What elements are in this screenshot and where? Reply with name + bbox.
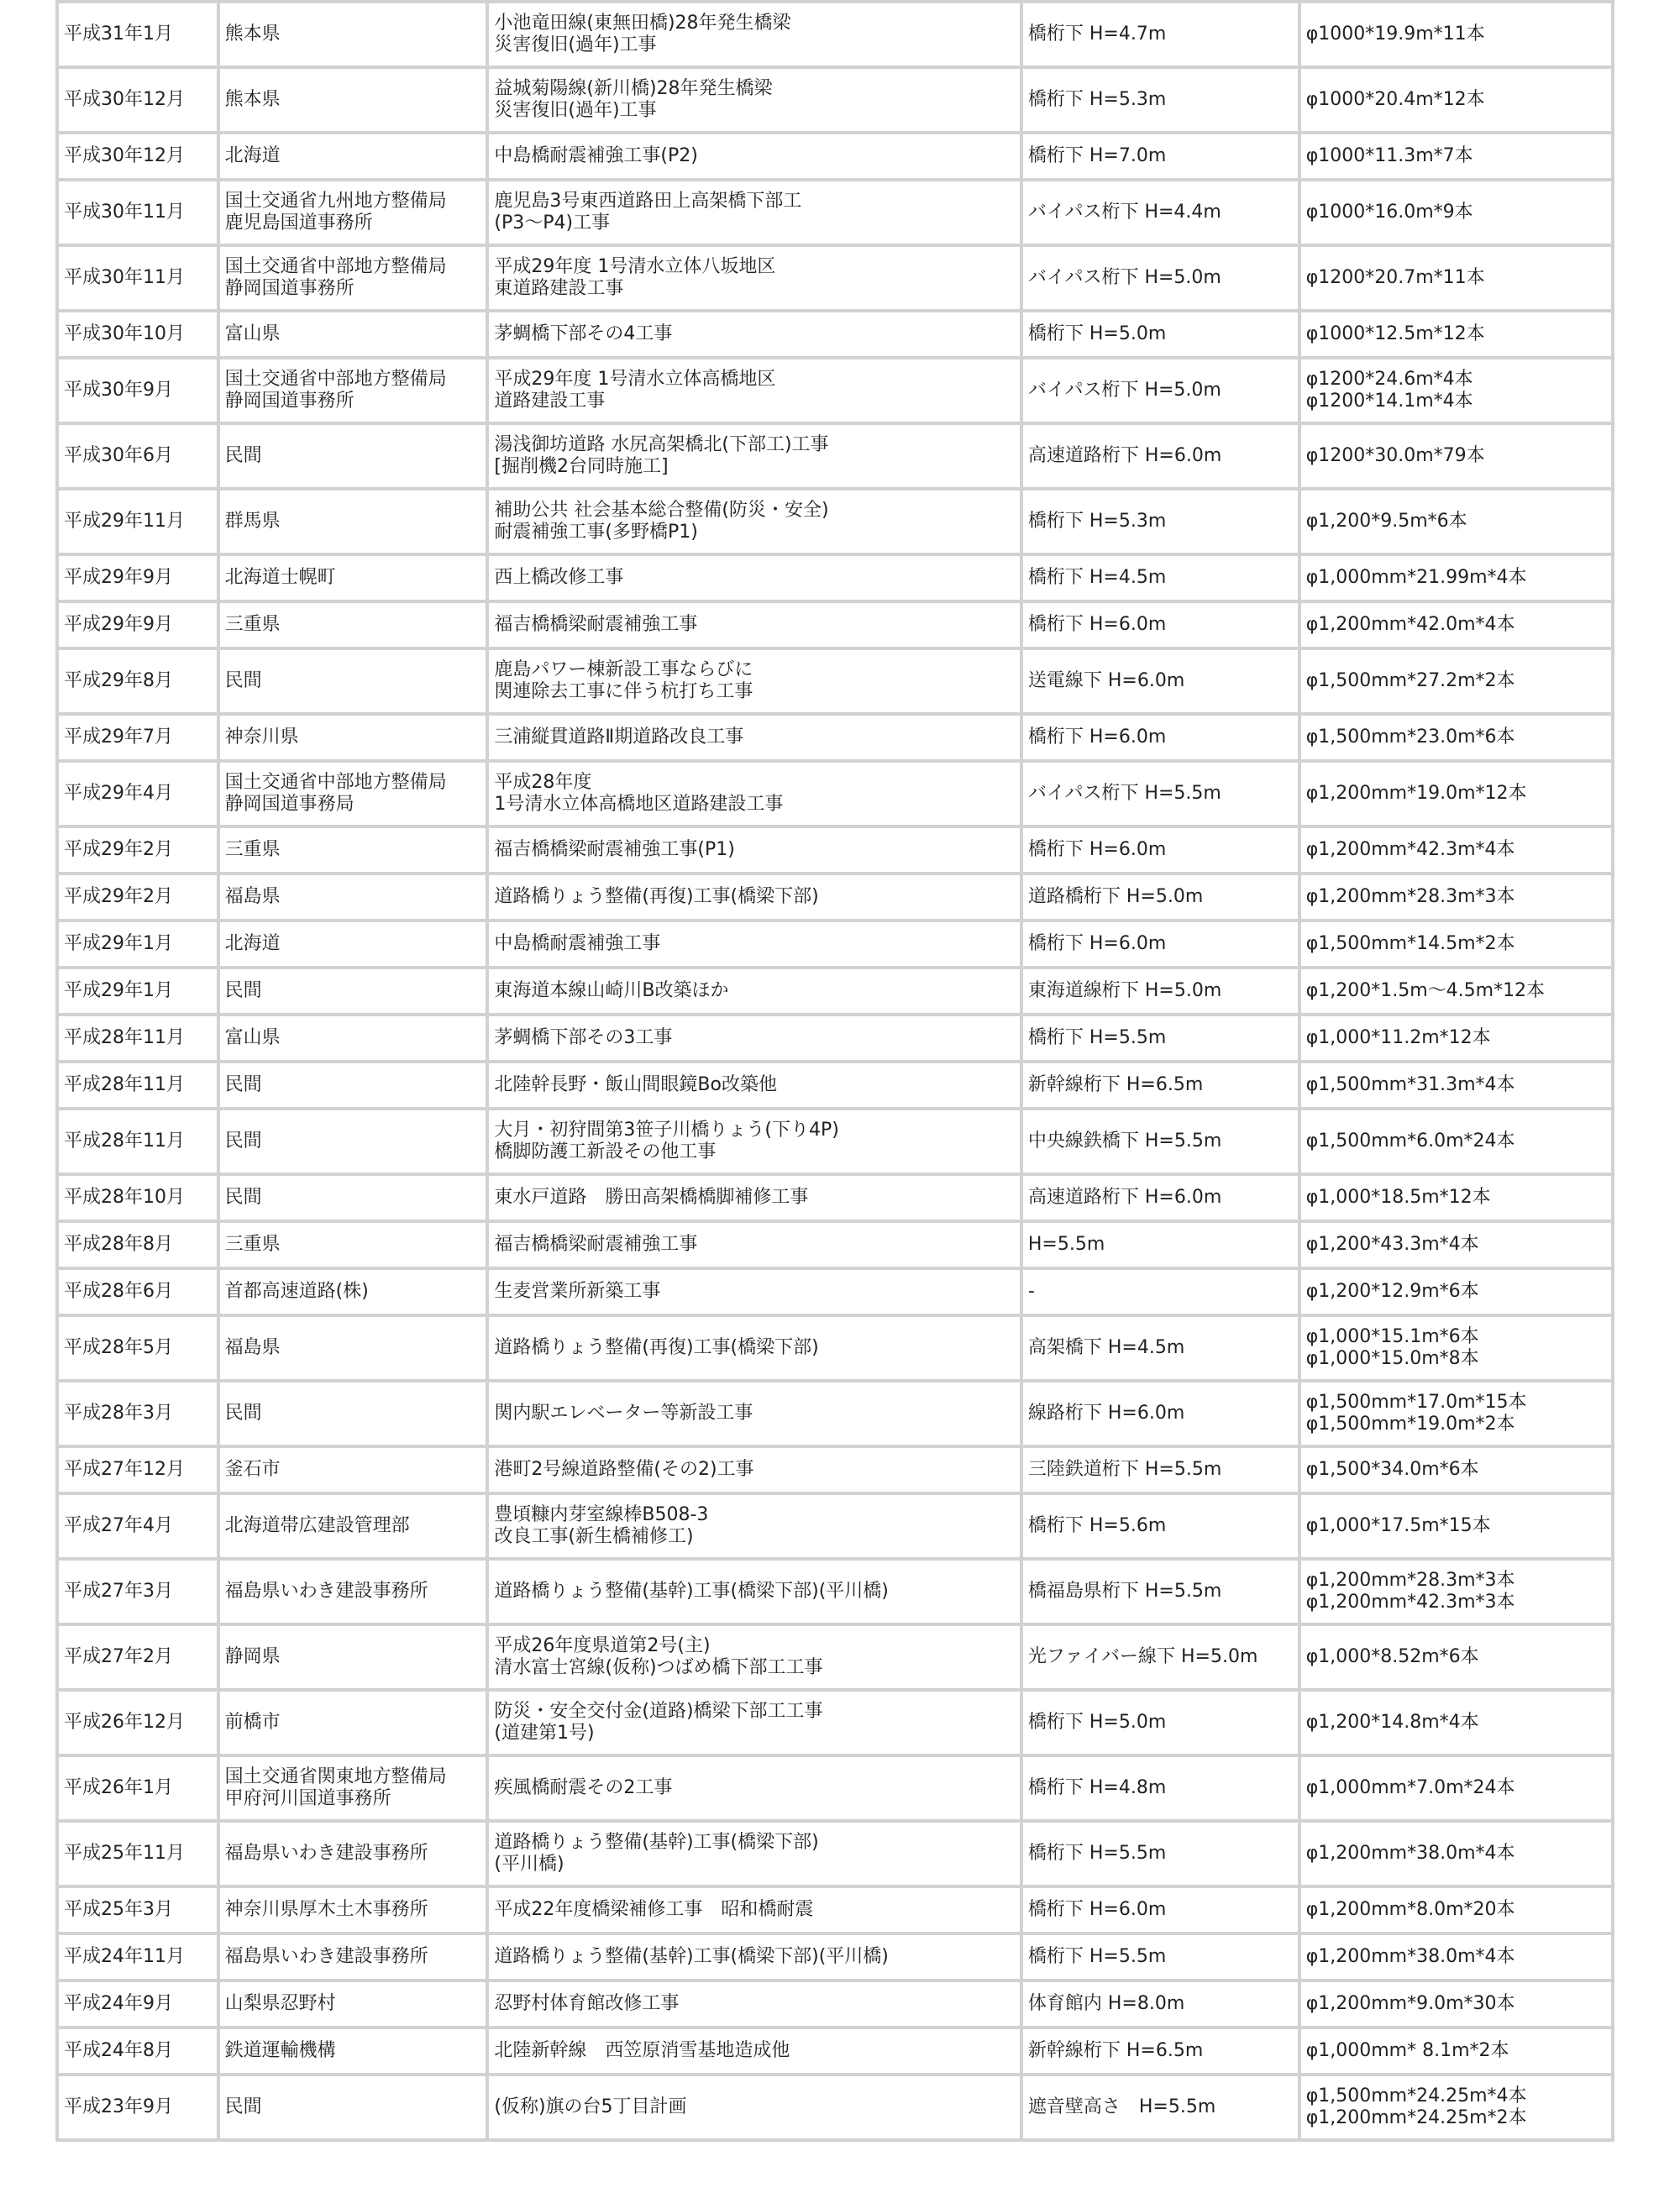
project-name-cell: 平成26年度県道第2号(主) 清水富士宮線(仮称)つばめ橋下部工工事 [489,1626,1020,1688]
date-cell: 平成29年9月 [59,556,217,600]
table-row [59,603,1611,647]
date-cell: 平成30年12月 [59,134,217,178]
project-name-cell: 道路橋りょう整備(基幹)工事(橋梁下部) (平川橋) [489,1823,1020,1885]
site-condition-cell: 東海道線桁下 H=5.0m [1023,969,1298,1013]
pile-spec-cell: φ1,500mm*27.2m*2本 [1301,650,1611,712]
project-name-cell: 大月・初狩間第3笹子川橋りょう(下り4P) 橋脚防護工新設その他工事 [489,1110,1020,1173]
client-cell: 民間 [220,650,486,712]
project-name-cell: 平成29年度 1号清水立体高橋地区 道路建設工事 [489,359,1020,422]
pile-spec-cell: φ1,500mm*17.0m*15本 φ1,500mm*19.0m*2本 [1301,1382,1611,1445]
site-condition-cell: 道路橋桁下 H=5.0m [1023,875,1298,919]
site-condition-cell: 橋桁下 H=6.0m [1023,716,1298,759]
site-condition-cell: - [1023,1270,1298,1314]
site-condition-cell: 橋桁下 H=4.8m [1023,1757,1298,1819]
site-condition-cell: 橋桁下 H=4.5m [1023,556,1298,600]
site-condition-cell: 光ファイバー線下 H=5.0m [1023,1626,1298,1688]
client-cell: 民間 [220,1110,486,1173]
pile-spec-cell: φ1,200*9.5m*6本 [1301,491,1611,553]
pile-spec-cell: φ1,200mm*38.0m*4本 [1301,1823,1611,1885]
pile-spec-cell: φ1,000*15.1m*6本 φ1,000*15.0m*8本 [1301,1317,1611,1379]
pile-spec-cell: φ1,200mm*8.0m*20本 [1301,1888,1611,1932]
client-cell: 福島県 [220,1317,486,1379]
pile-spec-cell: φ1,200*1.5m～4.5m*12本 [1301,969,1611,1013]
date-cell: 平成28年5月 [59,1317,217,1379]
table-row [59,1692,1611,1754]
pile-spec-cell: φ1,200mm*42.3m*4本 [1301,828,1611,872]
table-row [59,1626,1611,1688]
table-row [59,1448,1611,1492]
table-row [59,1982,1611,2026]
date-cell: 平成28年3月 [59,1382,217,1445]
project-name-cell: 三浦縦貫道路Ⅱ期道路改良工事 [489,716,1020,759]
client-cell: 福島県いわき建設事務所 [220,1823,486,1885]
project-name-cell: 補助公共 社会基本総合整備(防災・安全) 耐震補強工事(多野橋P1) [489,491,1020,553]
date-cell: 平成25年11月 [59,1823,217,1885]
project-name-cell: 道路橋りょう整備(基幹)工事(橋梁下部)(平川橋) [489,1935,1020,1979]
project-name-cell: 疾風橋耐震その2工事 [489,1757,1020,1819]
pile-spec-cell: φ1,200mm*42.0m*4本 [1301,603,1611,647]
project-name-cell: 益城菊陽線(新川橋)28年発生橋梁 災害復旧(過年)工事 [489,69,1020,131]
project-name-cell: 湯浅御坊道路 水尻高架橋北(下部工)工事 [掘削機2台同時施工] [489,425,1020,487]
pile-spec-cell: φ1,500mm*24.25m*4本 φ1,200mm*24.25m*2本 [1301,2076,1611,2138]
site-condition-cell: バイパス桁下 H=4.4m [1023,181,1298,244]
site-condition-cell: 橋桁下 H=5.5m [1023,1823,1298,1885]
site-condition-cell: 高速道路桁下 H=6.0m [1023,1176,1298,1220]
client-cell: 北海道士幌町 [220,556,486,600]
pile-spec-cell: φ1,000*17.5m*15本 [1301,1495,1611,1557]
project-name-cell: 福吉橋橋梁耐震補強工事 [489,1223,1020,1267]
client-cell: 静岡県 [220,1626,486,1688]
project-name-cell: 鹿児島3号東西道路田上高架橋下部工 (P3～P4)工事 [489,181,1020,244]
site-condition-cell: 橋桁下 H=4.7m [1023,3,1298,66]
date-cell: 平成28年6月 [59,1270,217,1314]
site-condition-cell: 橋桁下 H=5.0m [1023,1692,1298,1754]
client-cell: 首都高速道路(株) [220,1270,486,1314]
date-cell: 平成30年6月 [59,425,217,487]
date-cell: 平成29年9月 [59,603,217,647]
pile-spec-cell: φ1,200*43.3m*4本 [1301,1223,1611,1267]
pile-spec-cell: φ1000*12.5m*12本 [1301,312,1611,356]
pile-spec-cell: φ1,200mm*28.3m*3本 [1301,875,1611,919]
pile-spec-cell: φ1,200mm*28.3m*3本 φ1,200mm*42.3m*3本 [1301,1561,1611,1623]
table-row [59,181,1611,244]
date-cell: 平成26年1月 [59,1757,217,1819]
table-row [59,1757,1611,1819]
project-name-cell: 豊頃糠内芽室線棒B508-3 改良工事(新生橋補修工) [489,1495,1020,1557]
site-condition-cell: 遮音壁高さ H=5.5m [1023,2076,1298,2138]
client-cell: 富山県 [220,312,486,356]
table-row [59,1317,1611,1379]
site-condition-cell: 橋桁下 H=7.0m [1023,134,1298,178]
site-condition-cell: 橋桁下 H=6.0m [1023,603,1298,647]
project-name-cell: 福吉橋橋梁耐震補強工事 [489,603,1020,647]
pile-spec-cell: φ1,200mm*19.0m*12本 [1301,763,1611,825]
project-name-cell: 関内駅エレベーター等新設工事 [489,1382,1020,1445]
client-cell: 三重県 [220,603,486,647]
pile-spec-cell: φ1,200mm*38.0m*4本 [1301,1935,1611,1979]
site-condition-cell: 橋桁下 H=5.3m [1023,69,1298,131]
table-row [59,134,1611,178]
table-row [59,650,1611,712]
client-cell: 熊本県 [220,69,486,131]
date-cell: 平成28年11月 [59,1110,217,1173]
date-cell: 平成30年12月 [59,69,217,131]
client-cell: 熊本県 [220,3,486,66]
table-row [59,1382,1611,1445]
project-name-cell: 鹿島パワー棟新設工事ならびに 関連除去工事に伴う杭打ち工事 [489,650,1020,712]
site-condition-cell: 橋福島県桁下 H=5.5m [1023,1561,1298,1623]
site-condition-cell: 線路桁下 H=6.0m [1023,1382,1298,1445]
date-cell: 平成28年10月 [59,1176,217,1220]
client-cell: 釜石市 [220,1448,486,1492]
project-name-cell: 忍野村体育館改修工事 [489,1982,1020,2026]
date-cell: 平成28年11月 [59,1063,217,1107]
table-row [59,491,1611,553]
pile-spec-cell: φ1000*20.4m*12本 [1301,69,1611,131]
pile-spec-cell: φ1,200*14.8m*4本 [1301,1692,1611,1754]
site-condition-cell: バイパス桁下 H=5.5m [1023,763,1298,825]
pile-spec-cell: φ1,000*18.5m*12本 [1301,1176,1611,1220]
client-cell: 神奈川県 [220,716,486,759]
table-row [59,2029,1611,2073]
site-condition-cell: 三陸鉄道桁下 H=5.5m [1023,1448,1298,1492]
client-cell: 国土交通省九州地方整備局 鹿児島国道事務所 [220,181,486,244]
site-condition-cell: バイパス桁下 H=5.0m [1023,359,1298,422]
site-condition-cell: 高速道路桁下 H=6.0m [1023,425,1298,487]
pile-spec-cell: φ1,200mm*9.0m*30本 [1301,1982,1611,2026]
date-cell: 平成29年11月 [59,491,217,553]
project-name-cell: 平成28年度 1号清水立体高橋地区道路建設工事 [489,763,1020,825]
project-name-cell: 平成22年度橋梁補修工事 昭和橋耐震 [489,1888,1020,1932]
date-cell: 平成28年8月 [59,1223,217,1267]
date-cell: 平成29年8月 [59,650,217,712]
project-name-cell: 北陸新幹線 西笠原消雪基地造成他 [489,2029,1020,2073]
table-row [59,922,1611,966]
date-cell: 平成30年10月 [59,312,217,356]
client-cell: 北海道 [220,134,486,178]
table-row [59,556,1611,600]
site-condition-cell: 橋桁下 H=5.6m [1023,1495,1298,1557]
site-condition-cell: 体育館内 H=8.0m [1023,1982,1298,2026]
site-condition-cell: H=5.5m [1023,1223,1298,1267]
project-name-cell: 東海道本線山崎川B改築ほか [489,969,1020,1013]
table-row [59,247,1611,309]
pile-spec-cell: φ1,000mm* 8.1m*2本 [1301,2029,1611,2073]
table-row [59,828,1611,872]
table-row [59,1063,1611,1107]
site-condition-cell: 高架橋下 H=4.5m [1023,1317,1298,1379]
client-cell: 国土交通省中部地方整備局 静岡国道事務所 [220,247,486,309]
date-cell: 平成29年1月 [59,922,217,966]
table-row [59,1176,1611,1220]
table-row [59,2076,1611,2138]
pile-spec-cell: φ1200*20.7m*11本 [1301,247,1611,309]
date-cell: 平成24年8月 [59,2029,217,2073]
table-row [59,1016,1611,1060]
table-row [59,1495,1611,1557]
pile-spec-cell: φ1000*11.3m*7本 [1301,134,1611,178]
pile-spec-cell: φ1,500mm*14.5m*2本 [1301,922,1611,966]
pile-spec-cell: φ1200*24.6m*4本 φ1200*14.1m*4本 [1301,359,1611,422]
client-cell: 富山県 [220,1016,486,1060]
client-cell: 鉄道運輸機構 [220,2029,486,2073]
date-cell: 平成24年11月 [59,1935,217,1979]
pile-spec-cell: φ1200*30.0m*79本 [1301,425,1611,487]
pile-spec-cell: φ1,000*8.52m*6本 [1301,1626,1611,1688]
date-cell: 平成27年3月 [59,1561,217,1623]
table-row [59,3,1611,66]
table-row [59,69,1611,131]
client-cell: 山梨県忍野村 [220,1982,486,2026]
client-cell: 福島県いわき建設事務所 [220,1935,486,1979]
project-name-cell: 防災・安全交付金(道路)橋梁下部工工事 (道建第1号) [489,1692,1020,1754]
client-cell: 北海道帯広建設管理部 [220,1495,486,1557]
date-cell: 平成27年12月 [59,1448,217,1492]
date-cell: 平成27年4月 [59,1495,217,1557]
date-cell: 平成29年7月 [59,716,217,759]
project-name-cell: 西上橋改修工事 [489,556,1020,600]
table-row [59,1270,1611,1314]
client-cell: 神奈川県厚木土木事務所 [220,1888,486,1932]
client-cell: 福島県 [220,875,486,919]
project-name-cell: 茅蜩橋下部その3工事 [489,1016,1020,1060]
date-cell: 平成28年11月 [59,1016,217,1060]
client-cell: 民間 [220,1382,486,1445]
pile-spec-cell: φ1,000*11.2m*12本 [1301,1016,1611,1060]
table-row [59,1823,1611,1885]
client-cell: 民間 [220,1176,486,1220]
date-cell: 平成29年4月 [59,763,217,825]
date-cell: 平成23年9月 [59,2076,217,2138]
pile-spec-cell: φ1,000mm*21.99m*4本 [1301,556,1611,600]
site-condition-cell: 橋桁下 H=5.5m [1023,1935,1298,1979]
date-cell: 平成30年11月 [59,247,217,309]
client-cell: 民間 [220,425,486,487]
table-row [59,763,1611,825]
construction-results-table [55,0,1614,2142]
pile-spec-cell: φ1,200*12.9m*6本 [1301,1270,1611,1314]
date-cell: 平成24年9月 [59,1982,217,2026]
project-name-cell: 中島橋耐震補強工事 [489,922,1020,966]
project-name-cell: 生麦営業所新築工事 [489,1270,1020,1314]
site-condition-cell: 橋桁下 H=5.5m [1023,1016,1298,1060]
table-row [59,969,1611,1013]
table-row [59,1561,1611,1623]
project-name-cell: 道路橋りょう整備(基幹)工事(橋梁下部)(平川橋) [489,1561,1020,1623]
site-condition-cell: 送電線下 H=6.0m [1023,650,1298,712]
date-cell: 平成29年1月 [59,969,217,1013]
project-name-cell: 港町2号線道路整備(その2)工事 [489,1448,1020,1492]
client-cell: 北海道 [220,922,486,966]
project-name-cell: 福吉橋橋梁耐震補強工事(P1) [489,828,1020,872]
project-name-cell: 東水戸道路 勝田高架橋橋脚補修工事 [489,1176,1020,1220]
table-row [59,359,1611,422]
pile-spec-cell: φ1,500mm*6.0m*24本 [1301,1110,1611,1173]
project-name-cell: 道路橋りょう整備(再復)工事(橋梁下部) [489,875,1020,919]
pile-spec-cell: φ1,500mm*23.0m*6本 [1301,716,1611,759]
client-cell: 民間 [220,1063,486,1107]
client-cell: 国土交通省中部地方整備局 静岡国道事務所 [220,359,486,422]
client-cell: 福島県いわき建設事務所 [220,1561,486,1623]
table-row [59,1888,1611,1932]
site-condition-cell: 橋桁下 H=6.0m [1023,1888,1298,1932]
client-cell: 三重県 [220,1223,486,1267]
table-row [59,1935,1611,1979]
table-body [59,3,1611,2138]
client-cell: 国土交通省中部地方整備局 静岡国道事務局 [220,763,486,825]
site-condition-cell: 橋桁下 H=5.0m [1023,312,1298,356]
date-cell: 平成25年3月 [59,1888,217,1932]
table-row [59,1223,1611,1267]
pile-spec-cell: φ1000*16.0m*9本 [1301,181,1611,244]
pile-spec-cell: φ1000*19.9m*11本 [1301,3,1611,66]
site-condition-cell: 新幹線桁下 H=6.5m [1023,1063,1298,1107]
pile-spec-cell: φ1,000mm*7.0m*24本 [1301,1757,1611,1819]
project-name-cell: 茅蜩橋下部その4工事 [489,312,1020,356]
project-name-cell: 平成29年度 1号清水立体八坂地区 東道路建設工事 [489,247,1020,309]
date-cell: 平成26年12月 [59,1692,217,1754]
project-name-cell: (仮称)旗の台5丁目計画 [489,2076,1020,2138]
pile-spec-cell: φ1,500*34.0m*6本 [1301,1448,1611,1492]
table-row [59,1110,1611,1173]
project-name-cell: 北陸幹長野・飯山間眼鏡Bo改築他 [489,1063,1020,1107]
date-cell: 平成31年1月 [59,3,217,66]
table-row [59,312,1611,356]
site-condition-cell: バイパス桁下 H=5.0m [1023,247,1298,309]
results-table-container [55,0,1614,2142]
site-condition-cell: 橋桁下 H=5.3m [1023,491,1298,553]
site-condition-cell: 中央線鉄橋下 H=5.5m [1023,1110,1298,1173]
date-cell: 平成29年2月 [59,828,217,872]
site-condition-cell: 新幹線桁下 H=6.5m [1023,2029,1298,2073]
pile-spec-cell: φ1,500mm*31.3m*4本 [1301,1063,1611,1107]
client-cell: 三重県 [220,828,486,872]
date-cell: 平成30年9月 [59,359,217,422]
date-cell: 平成29年2月 [59,875,217,919]
project-name-cell: 小池竜田線(東無田橋)28年発生橋梁 災害復旧(過年)工事 [489,3,1020,66]
client-cell: 民間 [220,969,486,1013]
client-cell: 前橋市 [220,1692,486,1754]
project-name-cell: 中島橋耐震補強工事(P2) [489,134,1020,178]
project-name-cell: 道路橋りょう整備(再復)工事(橋梁下部) [489,1317,1020,1379]
date-cell: 平成30年11月 [59,181,217,244]
date-cell: 平成27年2月 [59,1626,217,1688]
site-condition-cell: 橋桁下 H=6.0m [1023,922,1298,966]
client-cell: 群馬県 [220,491,486,553]
table-row [59,875,1611,919]
client-cell: 民間 [220,2076,486,2138]
table-row [59,425,1611,487]
client-cell: 国土交通省関東地方整備局 甲府河川国道事務所 [220,1757,486,1819]
table-row [59,716,1611,759]
site-condition-cell: 橋桁下 H=6.0m [1023,828,1298,872]
